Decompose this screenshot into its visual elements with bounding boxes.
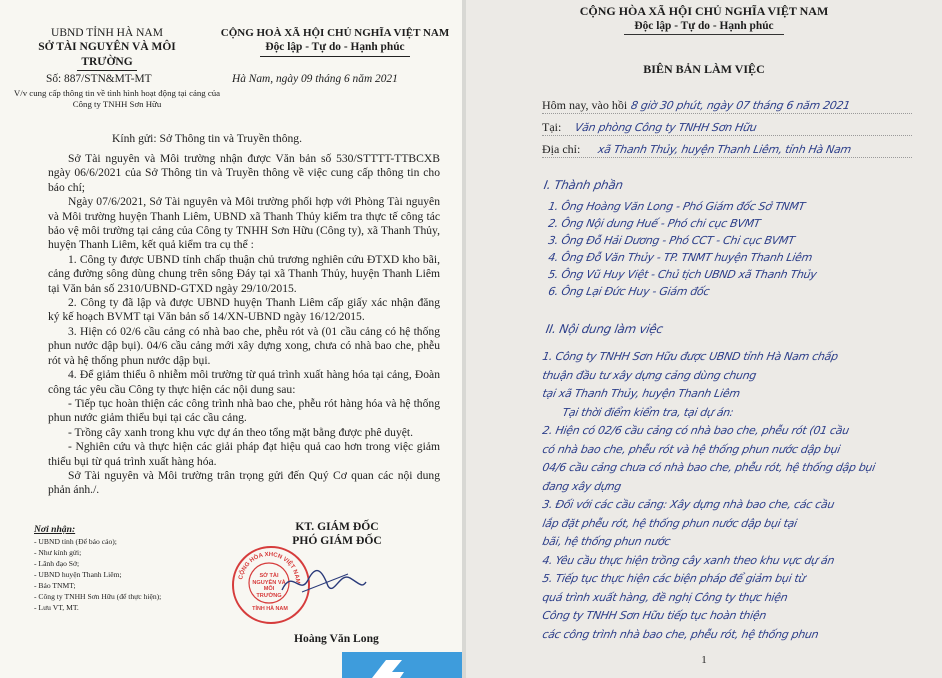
paragraph-7: - Tiếp tục hoàn thiện các công trình nhà bao che, phễu rót hàng hóa và hệ thống phun nước giảm thiểu bụi tại các cầu cảng. bbox=[48, 396, 440, 425]
content-line: quá trình xuất hàng, đề nghị Công ty thực hiện bbox=[541, 590, 789, 604]
member-item: 6. Ông Lại Đức Huy - Giám đốc bbox=[547, 285, 711, 298]
content-line: 04/6 cầu cảng chưa có nhà bao che, phễu rót, hệ thống dập bụi bbox=[541, 461, 877, 474]
content-line: có nhà bao che, phễu rót và hệ thống phun nước dập bụi bbox=[541, 442, 842, 456]
members-list bbox=[548, 200, 928, 302]
official-letter bbox=[0, 0, 462, 678]
location-value: Văn phòng Công ty TNHH Sơn Hữu bbox=[574, 121, 758, 134]
member-item: 5. Ông Vũ Huy Việt - Chủ tịch UBND xã Thanh Thủy bbox=[547, 268, 818, 281]
member-item: 1. Ông Hoàng Văn Long - Phó Giám đốc Sở TNMT bbox=[547, 200, 807, 213]
minutes-motto-underline bbox=[624, 34, 784, 35]
page-number: 1 bbox=[701, 654, 707, 666]
member-item: 3. Ông Đỗ Hải Dương - Phó CCT - Chi cục BVMT bbox=[547, 234, 796, 247]
watermark-logo bbox=[342, 652, 462, 678]
paragraph-1: Sở Tài nguyên và Môi trường nhận được Văn bản số 530/STTTT-TTBCXB ngày 06/6/2021 của Sở Thông tin và Truyền thông về việc cung cấp thông tin cho báo chí; bbox=[48, 152, 440, 194]
minutes-header bbox=[466, 4, 942, 35]
meeting-minutes bbox=[466, 0, 942, 678]
stamp-ring-text: CỘNG HÒA XHCN VIỆT NAM bbox=[237, 551, 300, 584]
member-item: 4. Ông Đỗ Văn Thủy - TP. TNMT huyện Thanh Liêm bbox=[547, 251, 814, 264]
time-value: 8 giờ 30 phút, ngày 07 tháng 6 năm 2021 bbox=[630, 99, 852, 112]
content-line: thuận đầu tư xây dựng cảng dùng chung bbox=[541, 368, 758, 382]
nation-block bbox=[212, 26, 458, 57]
doc-subject: V/v cung cấp thông tin về tình hình hoạt động tại cảng của Công ty TNHH Sơn Hữu bbox=[13, 88, 221, 109]
letter-body bbox=[48, 152, 440, 498]
sign-title-2: PHÓ GIÁM ĐỐC bbox=[292, 534, 382, 547]
paragraph-5: 3. Hiện có 02/6 cầu cảng có nhà bao che, phễu rót và (01 cầu cảng có hệ thống phun nước dập bụi). 04/6 cầu cảng mới xây dựng xong, chưa có nhà bao che, phễu rót và hệ thống phun nước dập bụi. bbox=[48, 324, 440, 367]
recipient-item: - UBND huyện Thanh Liêm; bbox=[34, 570, 122, 579]
location-label: Tại: bbox=[542, 120, 562, 134]
agency-block bbox=[22, 26, 192, 71]
time-label: Hôm nay, vào hồi bbox=[542, 98, 628, 112]
content-line: các công trình nhà bao che, phễu rót, hệ thống phun bbox=[541, 627, 820, 641]
paragraph-2: Ngày 07/6/2021, Sở Tài nguyên và Môi trường phối hợp với Phòng Tài nguyên và Môi trường huyện Thanh Liêm, UBND xã Thanh Thủy kiểm tra thực tế công tác bảo vệ môi trường tại cảng của Công ty TNHH Sơn Hữu (Công ty), xã Thanh Thủy, huyện Thanh Liêm, kết quả kiểm tra cụ thể : bbox=[48, 195, 440, 252]
paragraph-4: 2. Công ty đã lập và được UBND huyện Thanh Liêm cấp giấy xác nhận đăng ký kế hoạch BVMT tại Văn bản số 14/XN-UBND ngày 16/12/2015. bbox=[48, 296, 440, 324]
doc-number: Số: 887/STN&MT-MT bbox=[46, 73, 152, 85]
address-line bbox=[542, 140, 912, 158]
content-line: 1. Công ty TNHH Sơn Hữu được UBND tỉnh Hà Nam chấp bbox=[541, 350, 839, 363]
logo-icon bbox=[342, 652, 462, 678]
recipient-item: - UBND tỉnh (Để báo cáo); bbox=[34, 537, 117, 546]
recipient-item: - Lãnh đạo Sở; bbox=[34, 559, 80, 568]
recipients-list bbox=[34, 524, 224, 613]
signer-name: Hoàng Văn Long bbox=[294, 632, 379, 645]
content-line: đang xây dựng bbox=[541, 479, 623, 493]
recipient-item: - Như kính gửi; bbox=[34, 548, 82, 557]
content-line: 5. Tiếp tục thực hiện các biện pháp để giảm bụi từ bbox=[541, 572, 807, 585]
recipients-title: Nơi nhận: bbox=[34, 524, 76, 535]
content-line: Công ty TNHH Sơn Hữu tiếp tục hoàn thiện bbox=[541, 609, 768, 622]
agency-parent: UBND TỈNH HÀ NAM bbox=[51, 27, 163, 39]
recipient-item: - Công ty TNHH Sơn Hữu (để thực hiện); bbox=[34, 592, 162, 601]
dotted-rule bbox=[542, 157, 912, 158]
recipient-item: - Lưu VT, MT. bbox=[34, 603, 79, 612]
signature-title bbox=[262, 520, 412, 548]
member-item: 2. Ông Nội dung Huế - Phó chi cục BVMT bbox=[547, 217, 762, 230]
paragraph-6: 4. Để giảm thiểu ô nhiễm môi trường từ quá trình xuất hàng hóa tại cảng, Đoàn công tác yêu cầu Công ty thực hiện các nội dung sau: bbox=[48, 368, 440, 396]
stamp-bottom-text: TỈNH HÀ NAM bbox=[252, 606, 288, 612]
paragraph-8: - Trồng cây xanh trong khu vực dự án theo tổng mặt bằng được phê duyệt. bbox=[68, 425, 414, 439]
content-line: Tại thời điểm kiểm tra, tại dự án: bbox=[561, 405, 735, 419]
content-line: 2. Hiện có 02/6 cầu cảng có nhà bao che, phễu rót (01 cầu bbox=[541, 424, 851, 437]
doc-date: Hà Nam, ngày 09 tháng 6 năm 2021 bbox=[232, 73, 398, 85]
paragraph-10: Sở Tài nguyên và Môi trường trân trọng gửi đến Quý Cơ quan các nội dung phản ánh./. bbox=[48, 468, 440, 497]
stamp-center-text: SỞ TÀI NGUYÊN VÀ MÔI TRƯỜNG bbox=[252, 573, 286, 599]
nation-title: CỘNG HOÀ XÃ HỘI CHỦ NGHĨA VIỆT NAM bbox=[220, 27, 450, 39]
time-line bbox=[542, 96, 912, 114]
content-lines bbox=[542, 350, 932, 646]
content-line: lắp đặt phễu rót, hệ thống phun nước dập bụi tại bbox=[541, 516, 798, 530]
dotted-rule bbox=[542, 135, 912, 136]
handwritten-signature bbox=[278, 562, 368, 602]
minutes-motto: Độc lập - Tự do - Hạnh phúc bbox=[634, 20, 774, 32]
minutes-title: BIÊN BẢN LÀM VIỆC bbox=[643, 62, 765, 76]
section-2-heading: II. Nội dung làm việc bbox=[544, 322, 664, 336]
address-label: Địa chỉ: bbox=[542, 142, 581, 156]
motto-underline bbox=[260, 56, 410, 57]
content-line: 3. Đối với các cầu cảng: Xây dựng nhà bao che, các cầu bbox=[541, 498, 836, 511]
paragraph-9: - Nghiên cứu và thực hiện các giải pháp đạt hiệu quả cao hơn trong việc giảm thiểu bụi từ quá trình xuất hàng hóa. bbox=[48, 440, 440, 468]
recipient-item: - Báo TNMT; bbox=[34, 581, 76, 590]
content-line: 4. Yêu cầu thực hiện trồng cây xanh theo khu vực dự án bbox=[541, 553, 836, 567]
content-line: tại xã Thanh Thủy, huyện Thanh Liêm bbox=[541, 387, 741, 400]
dotted-rule bbox=[542, 113, 912, 114]
address-value: xã Thanh Thủy, huyện Thanh Liêm, tỉnh Hà Nam bbox=[597, 143, 853, 156]
minutes-nation: CỘNG HÒA XÃ HỘI CHỦ NGHĨA VIỆT NAM bbox=[579, 4, 829, 18]
paragraph-3: 1. Công ty được UBND tỉnh chấp thuận chủ trương nghiên cứu ĐTXD kho bãi, cảng đường sông dùng chung trên sông Đáy tại xã Thanh Thủy, huyện Thanh Liêm tại Văn bản số 2310/UBND-GTXD ngày 29/10/2015. bbox=[48, 252, 440, 295]
location-line bbox=[542, 118, 912, 136]
sign-title-1: KT. GIÁM ĐỐC bbox=[295, 520, 379, 533]
section-1-heading: I. Thành phần bbox=[542, 178, 624, 192]
recipient-line: Kính gửi: Sở Thông tin và Truyền thông. bbox=[112, 132, 302, 145]
content-line: bãi, hệ thống phun nước bbox=[541, 535, 672, 548]
motto: Độc lập - Tự do - Hạnh phúc bbox=[265, 41, 405, 54]
agency-name: SỞ TÀI NGUYÊN VÀ MÔI TRƯỜNG bbox=[38, 41, 176, 68]
